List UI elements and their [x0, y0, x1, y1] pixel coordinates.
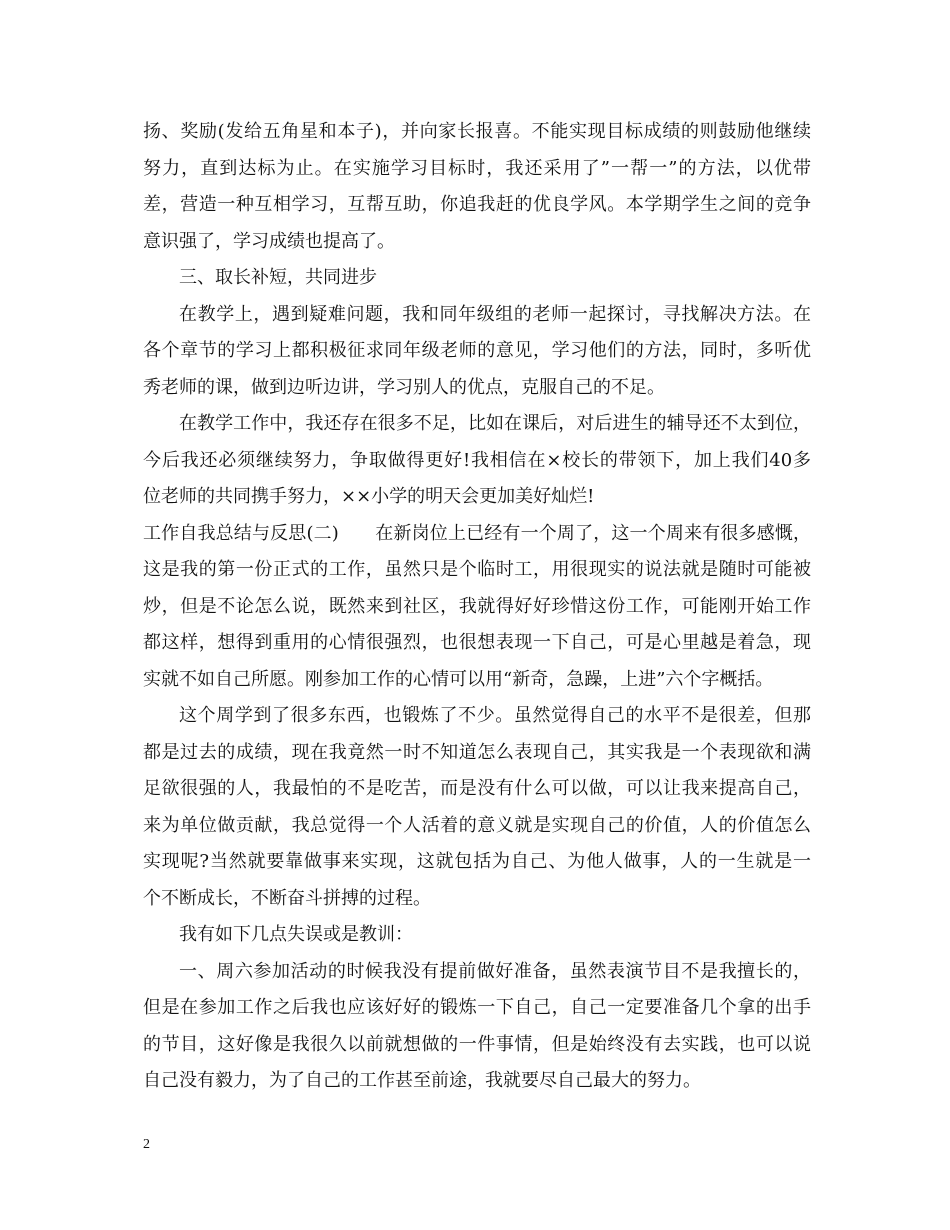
text-line: 都是过去的成绩，现在我竟然一时不知道怎么表现自己，其实我是一个表现欲和满 — [143, 741, 811, 763]
text-line: 工作自我总结与反思(二) 在新岗位上已经有一个周了，这一个周来有很多感慨， — [143, 522, 811, 544]
text-line: 意识强了，学习成绩也提高了。 — [143, 230, 395, 252]
text-line: 个不断成长，不断奋斗拼搏的过程。 — [143, 887, 431, 909]
text-line: 秀老师的课，做到边听边讲，学习别人的优点，克服自己的不足。 — [143, 376, 665, 398]
text-line: 的节目，这好像是我很久以前就想做的一件事情，但是始终没有去实践，也可以说 — [143, 1033, 811, 1055]
text-line: 实就不如自己所愿。刚参加工作的心情可以用“新奇，急躁，上进”六个字概括。 — [143, 668, 774, 690]
text-line: 实现呢?当然就要靠做事来实现，这就包括为自己、为他人做事，人的一生就是一 — [143, 851, 811, 872]
text-line: 都这样，想得到重用的心情很强烈，也很想表现一下自己，可是心里越是着急，现 — [143, 632, 811, 653]
text-line: 这是我的第一份正式的工作，虽然只是个临时工，用很现实的说法就是随时可能被 — [143, 559, 811, 580]
text-line: 但是在参加工作之后我也应该好好的锻炼一下自己，自己一定要准备几个拿的出手 — [143, 997, 811, 1018]
text-line: 位老师的共同携手努力，××小学的明天会更加美好灿烂! — [143, 486, 595, 507]
page-number: 2 — [143, 1137, 150, 1152]
text-line: 扬、奖励(发给五角星和本子)，并向家长报喜。不能实现目标成绩的则鼓励他继续 — [143, 121, 811, 142]
body-text — [143, 114, 811, 1100]
text-line: 在教学工作中，我还存在很多不足，比如在课后，对后进生的辅导还不太到位， — [179, 413, 811, 434]
text-line: 差，营造一种互相学习，互帮互助，你追我赶的优良学风。本学期学生之间的竞争 — [143, 194, 811, 215]
text-line: 自己没有毅力，为了自己的工作甚至前途，我就要尽自己最大的努力。 — [143, 1070, 701, 1091]
text-line: 各个章节的学习上都积极征求同年级老师的意见，学习他们的方法，同时，多听优 — [143, 340, 811, 361]
text-line: 在教学上，遇到疑难问题，我和同年级组的老师一起探讨，寻找解决方法。在 — [179, 303, 811, 325]
text-line: 一、周六参加活动的时候我没有提前做好准备，虽然表演节目不是我擅长的， — [179, 960, 811, 982]
text-line: 努力，直到达标为止。在实施学习目标时，我还采用了”一帮一”的方法，以优带 — [143, 157, 811, 179]
text-line: 这个周学到了很多东西，也锻炼了不少。虽然觉得自己的水平不是很差，但那 — [179, 705, 811, 726]
text-line: 足欲很强的人，我最怕的不是吃苦，而是没有什么可以做，可以让我来提高自己， — [143, 778, 811, 799]
text-line: 来为单位做贡献，我总觉得一个人活着的意义就是实现自己的价值，人的价值怎么 — [143, 814, 811, 836]
text-line: 三、取长补短，共同进步 — [179, 267, 377, 288]
text-line: 炒，但是不论怎么说，既然来到社区，我就得好好珍惜这份工作，可能刚开始工作 — [143, 595, 811, 617]
text-line: 今后我还必须继续努力，争取做得更好!我相信在×校长的带领下，加上我们40多 — [143, 449, 811, 471]
text-line: 我有如下几点失误或是教训： — [179, 924, 413, 945]
